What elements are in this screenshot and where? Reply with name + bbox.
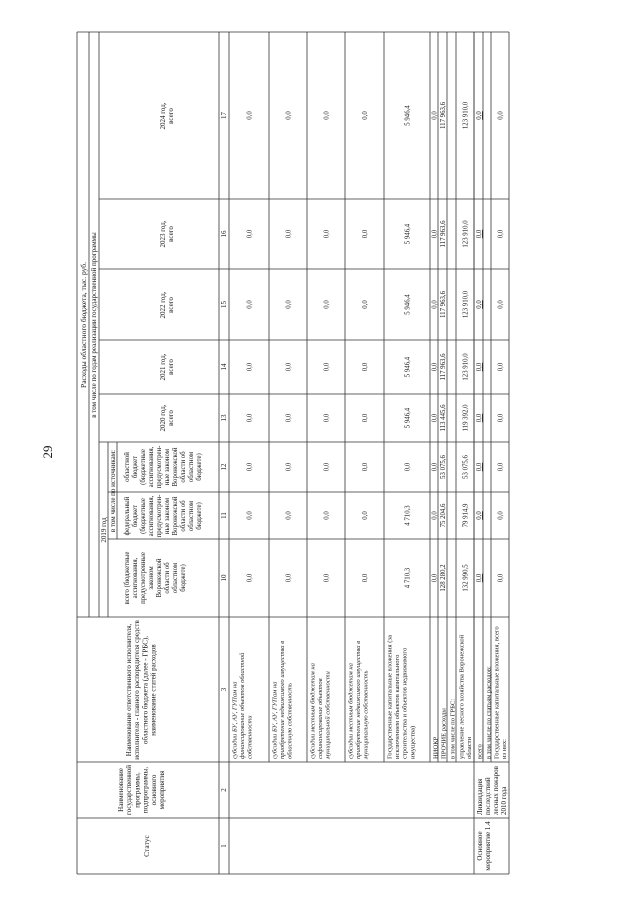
header-regional: областной	[124, 452, 131, 482]
header-executor: наименование статей расходов	[149, 644, 158, 736]
row-value: 0,0	[323, 511, 331, 520]
header-status: Статус	[142, 835, 151, 857]
row-value: 0,0	[497, 462, 505, 472]
row-value: 0,0	[323, 300, 331, 309]
row-value: 0,0	[431, 573, 439, 583]
row-label: Государственные капитальные вложения (за	[386, 635, 394, 759]
header-federal: бюджет	[132, 504, 139, 528]
header-federal: области об	[180, 500, 187, 532]
header-total-2019: законом	[148, 566, 155, 590]
row-value: 0,0	[323, 573, 331, 583]
table-text	[79, 101, 508, 870]
row-value: 4 710,3	[404, 505, 412, 526]
header-program-name: мероприятия	[158, 770, 166, 810]
row-value: 0,0	[476, 111, 483, 120]
header-2020: всего	[167, 410, 176, 426]
row-value: 0,0	[246, 413, 254, 423]
row-value: 0,0	[323, 362, 331, 372]
header-total-2019: ассигнования,	[132, 557, 139, 599]
row-value: 0,0	[476, 229, 483, 239]
measure-status: мероприятие 1.4	[484, 821, 492, 871]
row-value: 0,0	[362, 229, 369, 239]
row-label: муниципальную собственность	[362, 670, 370, 759]
header-program-name: Наименование	[117, 768, 125, 812]
row-value: 5 946,4	[404, 294, 412, 315]
column-number: 10	[220, 574, 228, 582]
row-value: 0,0	[362, 573, 369, 583]
header-regional: ные законом	[164, 448, 171, 486]
row-value: 0,0	[323, 462, 331, 472]
row-value: 0,0	[404, 462, 412, 472]
header-program-name: государственной	[125, 765, 134, 815]
header-regional: области об	[180, 451, 187, 483]
row-value: 132 990,5	[462, 564, 470, 592]
column-number: 3	[220, 687, 228, 692]
header-federal: ассигнования,	[148, 495, 155, 537]
row-value: 5 946,4	[404, 407, 412, 429]
header-year-2019: 2019 год	[100, 517, 108, 543]
header-executor: областного бюджета (далее - ГРБС),	[141, 636, 150, 744]
row-value: 119 392,0	[462, 404, 470, 432]
row-label: ПРОЧИЕ расходы	[440, 708, 448, 759]
row-value: 0,0	[497, 362, 505, 372]
measure-name: последствий	[484, 777, 492, 815]
header-program-name: подпрограммы,	[141, 766, 150, 814]
row-value: 0,0	[246, 511, 254, 520]
row-value: 0,0	[476, 511, 483, 520]
row-value: 0,0	[285, 462, 293, 472]
header-executor: Наименование ответственного исполнителя,	[125, 623, 133, 757]
header-program-name: программы,	[133, 772, 142, 808]
row-value: 0,0	[476, 362, 483, 372]
row-label: субсидии местным бюджетам на	[347, 663, 355, 759]
row-value: 0,0	[285, 511, 293, 520]
row-value: 0,0	[431, 413, 439, 423]
header-regional: ассигнования,	[148, 446, 155, 488]
row-value: 0,0	[362, 511, 369, 520]
row-value: 0,0	[476, 300, 483, 309]
header-regional: предусмотрен-	[156, 445, 163, 489]
row-value: 5 946,4	[404, 223, 412, 245]
row-value: 0,0	[497, 413, 505, 423]
row-value: 53 075,6	[440, 455, 447, 479]
header-federal: ные законом	[164, 497, 171, 535]
column-number: 2	[220, 788, 228, 792]
header-expenses: Расходы областного бюджета, тыс. руб.	[79, 262, 88, 388]
header-federal: предусмотрен-	[156, 494, 163, 538]
row-value: 117 963,6	[440, 220, 447, 248]
row-label: строительства и объектов недвижимого	[401, 647, 409, 759]
row-label: всего	[476, 744, 484, 759]
row-value: 123 910,0	[462, 101, 470, 130]
header-total-2019: бюджете)	[180, 564, 187, 592]
row-value: 123 910,0	[462, 353, 470, 381]
header-regional: бюджет	[132, 455, 139, 479]
row-label: области	[466, 736, 474, 759]
column-number: 1	[220, 844, 228, 848]
row-value: 0,0	[497, 111, 505, 120]
row-label: из них:	[501, 739, 509, 759]
measure-name: Ликвидация	[476, 778, 484, 815]
row-value: 0,0	[431, 229, 439, 239]
row-value: 123 910,0	[462, 220, 470, 248]
row-value: 0,0	[285, 300, 293, 309]
measure-status: Основное	[476, 831, 484, 861]
header-incl-sources: в том числе по источникам:	[109, 449, 117, 533]
row-label: исключением объектов капитального	[394, 654, 402, 759]
row-value: 0,0	[497, 229, 505, 239]
row-value: 117 963,6	[440, 353, 447, 381]
row-value: 128 280,2	[440, 564, 447, 592]
row-value: 0,0	[476, 462, 483, 472]
row-value: 0,0	[362, 362, 369, 372]
row-value: 0,0	[362, 413, 369, 423]
row-value: 0,0	[246, 462, 254, 472]
page-number: 29	[40, 445, 55, 459]
header-regional: Воронежской	[172, 447, 179, 487]
row-value: 0,0	[431, 511, 439, 520]
measure-name: лесных пожаров	[492, 766, 500, 815]
header-federal: (бюджетные	[140, 498, 147, 534]
header-2022: 2022 год,	[159, 291, 167, 319]
row-value: 5 946,4	[404, 356, 412, 378]
column-number: 11	[220, 512, 228, 519]
row-label: в том числе по ГРБС:	[449, 698, 457, 759]
header-2024: всего	[167, 108, 176, 124]
header-total-2019: Воронежской	[156, 558, 163, 598]
row-label: НИОКР	[432, 736, 440, 759]
header-2023: 2023 год,	[159, 220, 167, 248]
row-value: 123 910,0	[462, 290, 470, 319]
row-value: 0,0	[285, 362, 293, 372]
header-total-2019: предусмотренные	[140, 552, 147, 604]
row-label: софинансирование объектов	[317, 678, 325, 759]
row-label: управление лесного хозяйства Воронежской	[458, 634, 466, 759]
row-value: 0,0	[246, 229, 254, 239]
row-label: приобретение недвижимого имущества в	[355, 640, 363, 759]
row-label: финансирование объектов областной	[239, 652, 247, 759]
row-value: 0,0	[246, 573, 254, 583]
row-label: имущества)	[409, 725, 417, 759]
header-2024: 2024 год,	[159, 102, 167, 130]
header-executor: исполнителя - главного распорядителя средств	[133, 620, 142, 760]
header-regional: областном	[188, 451, 195, 483]
row-value: 0,0	[431, 462, 439, 472]
row-value: 5 946,4	[404, 105, 412, 126]
row-label: в том числе по статьям расходов:	[485, 666, 493, 759]
header-total-2019: областном	[172, 562, 179, 594]
header-2023: всего	[167, 226, 176, 242]
header-2020: 2020 год,	[159, 404, 167, 432]
row-value: 0,0	[362, 111, 369, 120]
row-value: 0,0	[285, 573, 293, 583]
row-value: 0,0	[497, 300, 505, 309]
row-value: 0,0	[246, 362, 254, 372]
row-value: 0,0	[285, 111, 293, 120]
row-value: 0,0	[431, 111, 439, 120]
header-2022: всего	[167, 297, 176, 313]
column-number: 16	[220, 230, 228, 238]
header-program-name: основного	[149, 774, 158, 806]
row-label: субсидии БУ, АУ, ГУПам на	[231, 681, 239, 759]
column-number: 12	[220, 463, 228, 471]
header-federal: федеральный	[124, 496, 131, 536]
column-number: 15	[220, 301, 228, 308]
row-value: 0,0	[246, 111, 254, 120]
row-value: 0,0	[476, 573, 483, 583]
row-value: 0,0	[246, 300, 254, 309]
rotated-table	[77, 32, 509, 874]
row-label: субсидии местным бюджетам на	[309, 663, 317, 759]
row-value: 117 963,6	[440, 291, 447, 318]
header-2021: всего	[167, 359, 176, 375]
header-regional: бюджете)	[196, 453, 203, 481]
row-label: субсидии БУ, АУ, ГУПам на	[271, 681, 279, 759]
header-regional: (бюджетные	[140, 449, 147, 485]
row-value: 0,0	[323, 111, 331, 120]
row-value: 0,0	[431, 362, 439, 372]
header-federal: бюджете)	[196, 502, 203, 530]
row-value: 0,0	[476, 413, 483, 423]
row-value: 0,0	[323, 413, 331, 423]
row-value: 0,0	[497, 573, 505, 583]
row-label: муниципальной собственности	[324, 671, 332, 759]
row-value: 4 710,3	[404, 567, 412, 589]
row-value: 0,0	[431, 300, 439, 309]
row-value: 0,0	[285, 229, 293, 239]
measure-name: 2010 года	[500, 786, 508, 815]
header-total-2019: области об	[164, 562, 171, 594]
row-value: 113 445,6	[440, 404, 447, 432]
header-total-2019: всего (бюджетные	[124, 551, 131, 605]
column-number: 13	[220, 414, 228, 422]
row-label: Государственные капитальные вложения, всего	[493, 626, 501, 759]
column-number: 17	[220, 112, 228, 119]
header-by-years: в том числе по годам реализации государственной программы	[90, 232, 98, 418]
row-value: 75 204,6	[440, 503, 447, 528]
row-value: 0,0	[323, 229, 331, 239]
row-label: собственности	[246, 715, 254, 759]
header-2021: 2021 год,	[159, 353, 167, 381]
row-value: 0,0	[362, 462, 369, 472]
header-federal: областном	[188, 500, 195, 532]
row-value: 79 914,9	[462, 503, 470, 528]
row-label: приобретение недвижимого имущества в	[279, 640, 287, 759]
header-federal: Воронежской	[172, 496, 179, 536]
row-value: 117 963,6	[440, 102, 447, 129]
row-value: 0,0	[362, 300, 369, 309]
row-value: 0,0	[285, 413, 293, 423]
row-label: областную собственность	[286, 682, 294, 759]
row-value: 53 075,6	[462, 455, 470, 479]
column-number: 14	[220, 363, 228, 371]
row-value: 0,0	[497, 511, 505, 520]
